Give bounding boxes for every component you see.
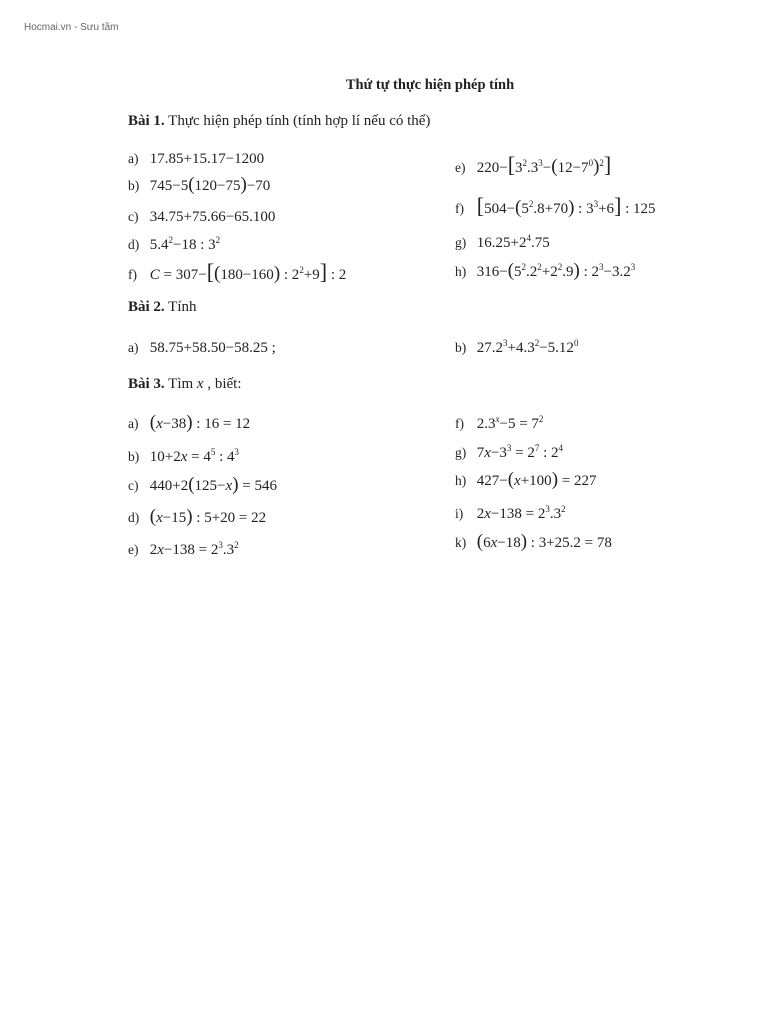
item-expression: 440+2(125−x) = 546 <box>149 474 277 495</box>
item-label: d) <box>128 237 140 252</box>
exercise-item <box>128 340 276 357</box>
section-bai1-heading <box>128 113 430 130</box>
item-label: b) <box>128 449 140 464</box>
exercise-item <box>128 412 251 433</box>
item-expression: (6x−18) : 3+25.2 = 78 <box>476 531 612 552</box>
exercise-item <box>128 151 264 168</box>
item-label: b) <box>455 340 467 355</box>
item-label: f) <box>455 416 464 431</box>
exercise-item <box>455 152 612 177</box>
item-expression: 17.85+15.17−1200 <box>149 151 265 167</box>
item-label: f) <box>128 267 137 282</box>
item-label: a) <box>128 151 139 166</box>
item-expression: $316-(5^2.2^2+2^2.9)$ : $2^3-3.2^3$ <box>476 260 636 281</box>
item-expression: 58.75+58.50−58.25 ; <box>149 340 276 356</box>
item-expression: $2x-138 = 2^3.3^2$ <box>476 504 566 522</box>
item-label: b) <box>128 178 140 193</box>
item-expression: (x−15) : 5+20 = 22 <box>149 506 267 527</box>
item-label: d) <box>128 510 140 525</box>
item-expression: (x−38) : 16 = 12 <box>149 412 251 433</box>
exercise-item <box>455 416 543 433</box>
section-desc: Thực hiện phép tính (tính hợp lí nếu có thể) <box>168 113 431 129</box>
item-label: i) <box>455 506 464 521</box>
item-expression: $220-[3^2.3^3-(12-7^0)^2]$ <box>476 152 612 177</box>
exercise-item <box>128 506 267 527</box>
exercise-item <box>128 237 220 254</box>
item-label: g) <box>455 235 467 250</box>
item-label: c) <box>128 209 139 224</box>
item-label: h) <box>455 264 467 279</box>
item-expression: 427−(x+100) = 227 <box>476 469 597 490</box>
item-label: f) <box>455 201 464 216</box>
item-label: k) <box>455 535 467 550</box>
section-bai2-heading <box>128 299 197 316</box>
item-expression: [$504-(5^2.8+70)$ : $3^3+6$] : 125 <box>476 193 656 218</box>
section-desc: Tính <box>168 299 197 315</box>
item-label: a) <box>128 340 139 355</box>
exercise-item <box>128 174 271 195</box>
exercise-item <box>455 260 636 281</box>
item-label: a) <box>128 416 139 431</box>
watermark: Hocmai.vn - Sưu tầm <box>24 22 119 33</box>
item-expression: $10+2x = 4^5$ : $4^3$ <box>149 447 240 465</box>
item-label: h) <box>455 473 467 488</box>
item-expression: $2.3^x-5 = 7^2$ <box>476 414 544 432</box>
item-expression: $2x-138 = 2^3.3^2$ <box>149 540 239 558</box>
section-desc: Tìm x , biết: <box>168 376 242 392</box>
item-expression: 34.75+75.66−65.100 <box>149 209 276 225</box>
exercise-item <box>455 340 578 357</box>
item-label: e) <box>128 542 139 557</box>
exercise-item <box>455 445 563 462</box>
section-label: Bài 3. <box>128 376 165 392</box>
exercise-item <box>455 506 566 523</box>
section-label: Bài 1. <box>128 113 165 129</box>
exercise-item <box>455 193 656 218</box>
exercise-item <box>128 259 347 284</box>
item-expression: $16.25+2^4.75$ <box>476 233 550 251</box>
exercise-item <box>128 474 277 495</box>
exercise-item <box>128 542 239 559</box>
item-expression: $7x-3^3 = 2^7$ : $2^4$ <box>476 443 564 461</box>
section-bai3-heading <box>128 376 242 393</box>
item-expression: 745−5(120−75)−70 <box>149 174 271 195</box>
item-label: c) <box>128 478 139 493</box>
item-expression: C = 307−[(180−160) : $2^2+9$] : 2 <box>149 259 347 284</box>
section-label: Bài 2. <box>128 299 165 315</box>
item-label: g) <box>455 445 467 460</box>
page-title: Thứ tự thực hiện phép tính <box>345 77 515 93</box>
exercise-item <box>455 235 550 252</box>
item-expression: $5.4^2-18$ : $3^2$ <box>149 235 221 253</box>
exercise-item <box>455 469 597 490</box>
item-expression: $27.2^3+4.3^2-5.12^0$ <box>476 338 579 356</box>
item-label: e) <box>455 160 466 175</box>
exercise-item <box>128 449 239 466</box>
exercise-item <box>455 531 612 552</box>
exercise-item <box>128 209 275 226</box>
